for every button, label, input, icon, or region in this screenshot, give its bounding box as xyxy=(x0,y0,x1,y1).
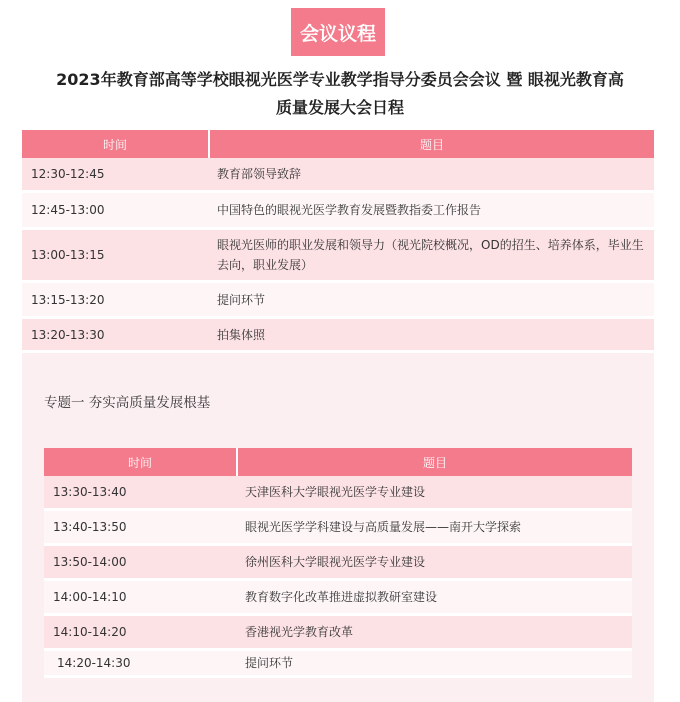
table-row xyxy=(22,158,654,193)
row-topic: 拍集体照 xyxy=(210,319,654,353)
row-time: 12:45-13:00 xyxy=(22,193,210,230)
row-topic: 天津医科大学眼视光医学专业建设 xyxy=(238,476,632,511)
row-topic: 提问环节 xyxy=(210,283,654,319)
header-time: 时间 xyxy=(44,448,238,476)
row-time: 14:20-14:30 xyxy=(44,651,238,678)
row-time: 13:50-14:00 xyxy=(44,546,238,581)
table-header-row xyxy=(22,130,654,158)
agenda-badge: 会议议程 xyxy=(291,8,385,56)
table-row xyxy=(22,193,654,230)
table-row xyxy=(22,230,654,283)
page-title-line1: 2023年教育部高等学校眼视光医学专业教学指导分委员会会议 暨 眼视光教育高 xyxy=(56,70,624,89)
table-row xyxy=(44,616,632,651)
page-title xyxy=(0,66,680,122)
section-heading: 专题一 夯实高质量发展根基 xyxy=(44,395,211,411)
table-row xyxy=(22,283,654,319)
row-time: 13:40-13:50 xyxy=(44,511,238,546)
row-time: 14:00-14:10 xyxy=(44,581,238,616)
row-topic: 中国特色的眼视光医学教育发展暨教指委工作报告 xyxy=(210,193,654,230)
table-row xyxy=(44,651,632,678)
main-schedule-table xyxy=(22,130,654,353)
row-topic: 教育数字化改革推进虚拟教研室建设 xyxy=(238,581,632,616)
page-title-line2: 质量发展大会日程 xyxy=(275,98,404,117)
row-topic: 香港视光学教育改革 xyxy=(238,616,632,651)
row-topic: 徐州医科大学眼视光医学专业建设 xyxy=(238,546,632,581)
table-row xyxy=(22,319,654,353)
table-row xyxy=(44,476,632,511)
table-row xyxy=(44,546,632,581)
header-topic: 题目 xyxy=(210,130,654,158)
table-row xyxy=(44,581,632,616)
row-time: 13:15-13:20 xyxy=(22,283,210,319)
row-time: 13:30-13:40 xyxy=(44,476,238,511)
header-time: 时间 xyxy=(22,130,210,158)
row-time: 14:10-14:20 xyxy=(44,616,238,651)
table-row xyxy=(44,511,632,546)
section1-schedule-table xyxy=(44,448,632,678)
row-time: 13:00-13:15 xyxy=(22,230,210,283)
header-topic: 题目 xyxy=(238,448,632,476)
row-topic: 眼视光医学学科建设与高质量发展——南开大学探索 xyxy=(238,511,632,546)
row-topic: 眼视光医师的职业发展和领导力（视光院校概况，OD的招生、培养体系，毕业生去向，职业发展） xyxy=(210,230,654,283)
row-time: 13:20-13:30 xyxy=(22,319,210,353)
table-header-row xyxy=(44,448,632,476)
row-topic: 提问环节 xyxy=(238,651,632,678)
row-time: 12:30-12:45 xyxy=(22,158,210,193)
row-topic: 教育部领导致辞 xyxy=(210,158,654,193)
